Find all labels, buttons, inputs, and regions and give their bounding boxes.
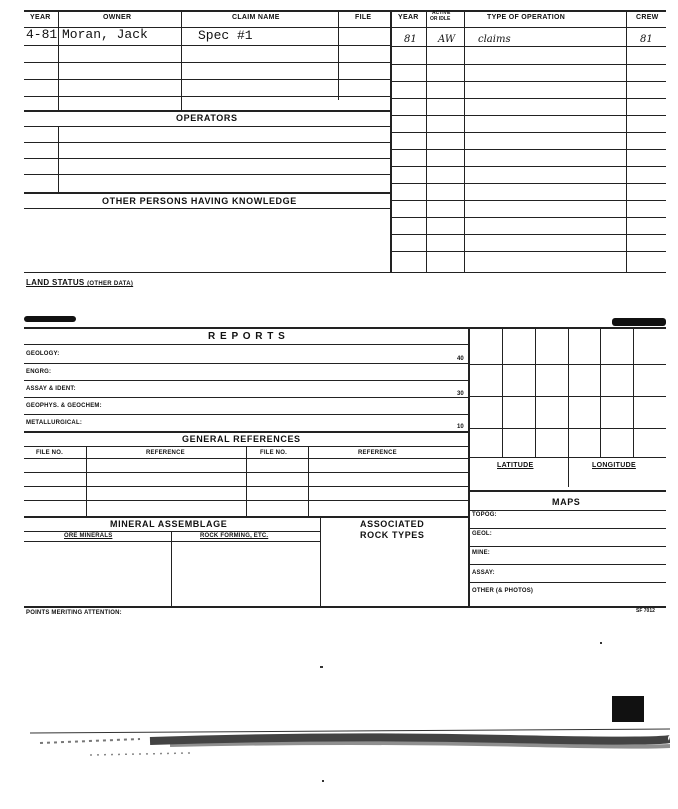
rock-forming-label: ROCK FORMING, ETC. bbox=[200, 533, 269, 539]
refs-file-no-2: FILE NO. bbox=[260, 450, 287, 456]
mineral-assemblage-title: MINERAL ASSEMBLAGE bbox=[110, 519, 228, 529]
header-owner: OWNER bbox=[103, 14, 132, 21]
header-year-2: YEAR bbox=[398, 14, 419, 21]
associated-rock-types-line2: ROCK TYPES bbox=[360, 530, 425, 540]
reports-engrg: ENGRG: bbox=[26, 369, 52, 375]
maps-mine: MINE: bbox=[472, 550, 490, 556]
row1-year-2: 81 bbox=[404, 34, 417, 45]
general-references-title: GENERAL REFERENCES bbox=[182, 434, 301, 444]
reports-num-10: 10 bbox=[457, 424, 464, 430]
maps-title: MAPS bbox=[552, 497, 581, 507]
maps-other: OTHER (& PHOTOS) bbox=[472, 588, 534, 594]
reports-num-40: 40 bbox=[457, 356, 464, 362]
refs-reference-2: REFERENCE bbox=[358, 450, 397, 456]
latitude-label: LATITUDE bbox=[497, 462, 534, 469]
header-claim-name: CLAIM NAME bbox=[232, 14, 280, 21]
longitude-label: LONGITUDE bbox=[592, 462, 636, 469]
header-active-line1: ACTIVE bbox=[432, 10, 451, 16]
header-year: YEAR bbox=[30, 14, 51, 21]
associated-rock-types-line1: ASSOCIATED bbox=[360, 519, 425, 529]
maps-geol: GEOL: bbox=[472, 531, 492, 537]
maps-assay: ASSAY: bbox=[472, 570, 495, 576]
land-status-label: LAND STATUS (OTHER DATA) bbox=[26, 278, 134, 287]
refs-reference: REFERENCE bbox=[146, 450, 185, 456]
header-active-line2: OR IDLE bbox=[430, 16, 451, 22]
reports-metallurgical: METALLURGICAL: bbox=[26, 420, 83, 426]
form-number: SF 7012 bbox=[636, 608, 655, 614]
reports-num-30: 30 bbox=[457, 391, 464, 397]
row1-active: AW bbox=[438, 34, 456, 45]
row1-owner: Moran, Jack bbox=[62, 27, 148, 42]
reports-geology: GEOLOGY: bbox=[26, 351, 60, 357]
section-other-persons: OTHER PERSONS HAVING KNOWLEDGE bbox=[102, 196, 297, 206]
row1-year: 4-81 bbox=[26, 27, 58, 42]
reports-title: R E P O R T S bbox=[208, 331, 286, 342]
reports-geophys: GEOPHYS. & GEOCHEM: bbox=[26, 403, 102, 409]
refs-file-no: FILE NO. bbox=[36, 450, 63, 456]
header-operation: TYPE OF OPERATION bbox=[487, 14, 566, 21]
header-file: FILE bbox=[355, 14, 372, 21]
header-crew: CREW bbox=[636, 14, 659, 21]
section-operators: OPERATORS bbox=[176, 113, 238, 123]
reports-assay: ASSAY & IDENT: bbox=[26, 386, 76, 392]
row1-crew: 81 bbox=[640, 34, 653, 45]
row1-claim-name: Spec #1 bbox=[198, 28, 253, 43]
maps-topog: TOPOG: bbox=[472, 512, 497, 518]
points-meriting-attention: POINTS MERITING ATTENTION: bbox=[26, 610, 122, 616]
ore-minerals-label: ORE MINERALS bbox=[64, 533, 113, 539]
row1-operation: claims bbox=[478, 34, 511, 45]
